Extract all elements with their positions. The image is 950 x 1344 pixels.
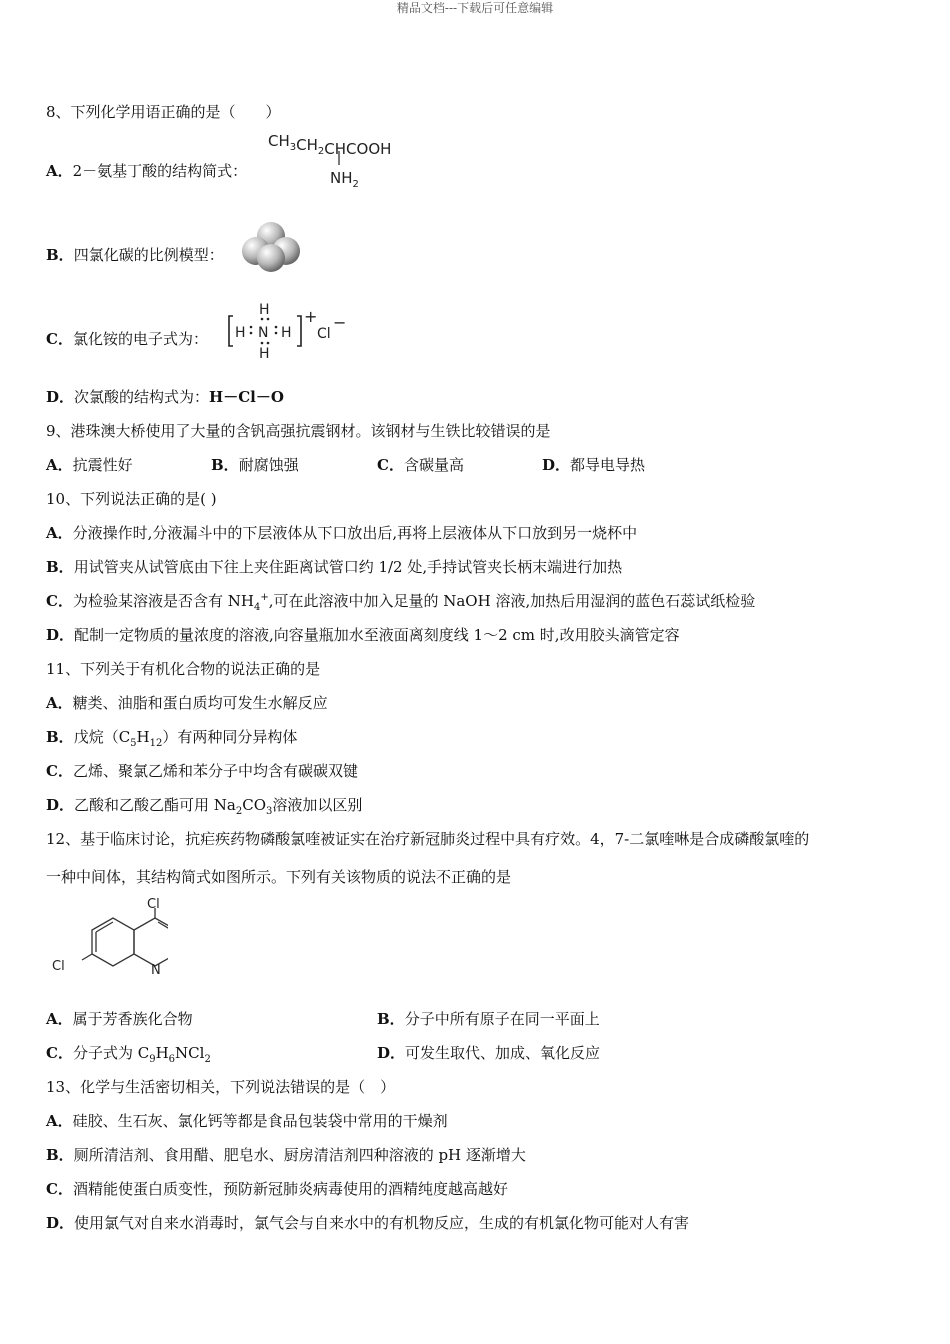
q13-option-b: B．厕所清洁剂、食用醋、肥皂水、厨房清洁剂四种溶液的 pH 逐渐增大: [46, 1146, 526, 1164]
q9-option-d: D．都导电导热: [542, 456, 646, 474]
q8-option-d: D．次氯酸的结构式为：H－Cl－O: [46, 388, 284, 406]
q10-option-b: B．用试管夹从试管底由下往上夹住距离试管口约 1/2 处,手持试管夹长柄末端进行加热: [46, 558, 623, 576]
q8-stem: 8、下列化学用语正确的是（ ）: [46, 103, 281, 121]
q9-option-c: C．含碳量高: [377, 456, 464, 474]
q8-option-a: A．2－氨基丁酸的结构简式：: [46, 162, 248, 180]
formula-top: $CH_3CH_2CHCOOH$: [268, 132, 392, 158]
q11-option-b: B．戊烷$(C_5H_{12})$有两种同分异构体: [46, 728, 298, 749]
svg-text:H: H: [235, 325, 246, 341]
q11-option-d: D．乙酸和乙酸乙酯可用 $Na_2CO_3$溶液加以区别: [46, 796, 363, 817]
formula-bottom: $NH_2$: [330, 169, 359, 190]
q11-option-c: C．乙烯、聚氯乙烯和苯分子中均含有碳碳双键: [46, 762, 358, 780]
q12-stem-line2: 一种中间体，其结构简式如图所示。下列有关该物质的说法不正确的是: [46, 868, 512, 886]
q13-option-c: C．酒精能使蛋白质变性，预防新冠肺炎病毒使用的酒精纯度越高越好: [46, 1180, 508, 1198]
q9-stem: 9、港珠澳大桥使用了大量的含钒高强抗震钢材。该钢材与生铁比较错误的是: [46, 422, 551, 440]
q10-option-d: D．配制一定物质的量浓度的溶液,向容量瓶加水至液面离刻度线 1～2 cm 时,改用胶头滴管定容: [46, 626, 680, 644]
svg-text:−: −: [333, 313, 347, 332]
q12-option-b: B．分子中所有原子在同一平面上: [377, 1010, 600, 1028]
q11-option-a: A．糖类、油脂和蛋白质均可发生水解反应: [46, 694, 328, 712]
q8-option-c: C．氯化铵的电子式为：: [46, 330, 208, 348]
q10-stem: 10、下列说法正确的是( ): [46, 490, 217, 508]
svg-text:Cl: Cl: [52, 959, 65, 974]
svg-text:N: N: [151, 963, 161, 978]
svg-text:H: H: [259, 302, 270, 318]
q12-option-a: A．属于芳香族化合物: [46, 1010, 193, 1028]
q10-option-a: A．分液操作时,分液漏斗中的下层液体从下口放出后,再将上层液体从下口放到另一烧杯中: [46, 524, 638, 542]
dichloroquinoline-structure: [48, 898, 168, 984]
ammonium-chloride-electron-formula: [225, 298, 350, 364]
svg-text:N: N: [258, 325, 269, 341]
q12-stem-line1: 12、基于临床讨论，抗疟疾药物磷酸氯喹被证实在治疗新冠肺炎过程中具有疗效。4，7-二氯喹啉是合成磷酸氯喹的: [46, 830, 810, 848]
q12-option-d: D．可发生取代、加成、氧化反应: [377, 1044, 601, 1062]
q9-option-a: A．抗震性好: [46, 456, 133, 474]
q10-option-c: C．为检验某溶液是否含有 $NH_4^+$,可在此溶液中加入足量的 NaOH 溶液,加热后用湿润的蓝色石蕊试纸检验: [46, 592, 756, 613]
q9-option-b: B．耐腐蚀强: [211, 456, 299, 474]
svg-text:H: H: [281, 325, 292, 341]
q13-option-d: D．使用氯气对自来水消毒时，氯气会与自来水中的有机物反应，生成的有机氯化物可能对人有害: [46, 1214, 690, 1232]
svg-text:+: +: [304, 307, 318, 326]
q8-option-b: B．四氯化碳的比例模型：: [46, 246, 224, 264]
ccl4-space-filling-model: [240, 218, 302, 274]
svg-text:Cl: Cl: [317, 326, 331, 342]
q13-option-a: A．硅胶、生石灰、氯化钙等都是食品包装袋中常用的干燥剂: [46, 1112, 448, 1130]
page-header: 精品文档---下载后可任意编辑: [396, 1, 554, 15]
svg-text:Cl: Cl: [147, 898, 160, 912]
q13-stem: 13、化学与生活密切相关，下列说法错误的是（ ）: [46, 1078, 396, 1096]
q11-stem: 11、下列关于有机化合物的说法正确的是: [46, 660, 321, 678]
q12-option-c: C．分子式为 $C_9H_6NCl_2$: [46, 1044, 211, 1065]
aminobutyric-acid-structure: [266, 128, 411, 192]
svg-text:H: H: [259, 346, 270, 362]
